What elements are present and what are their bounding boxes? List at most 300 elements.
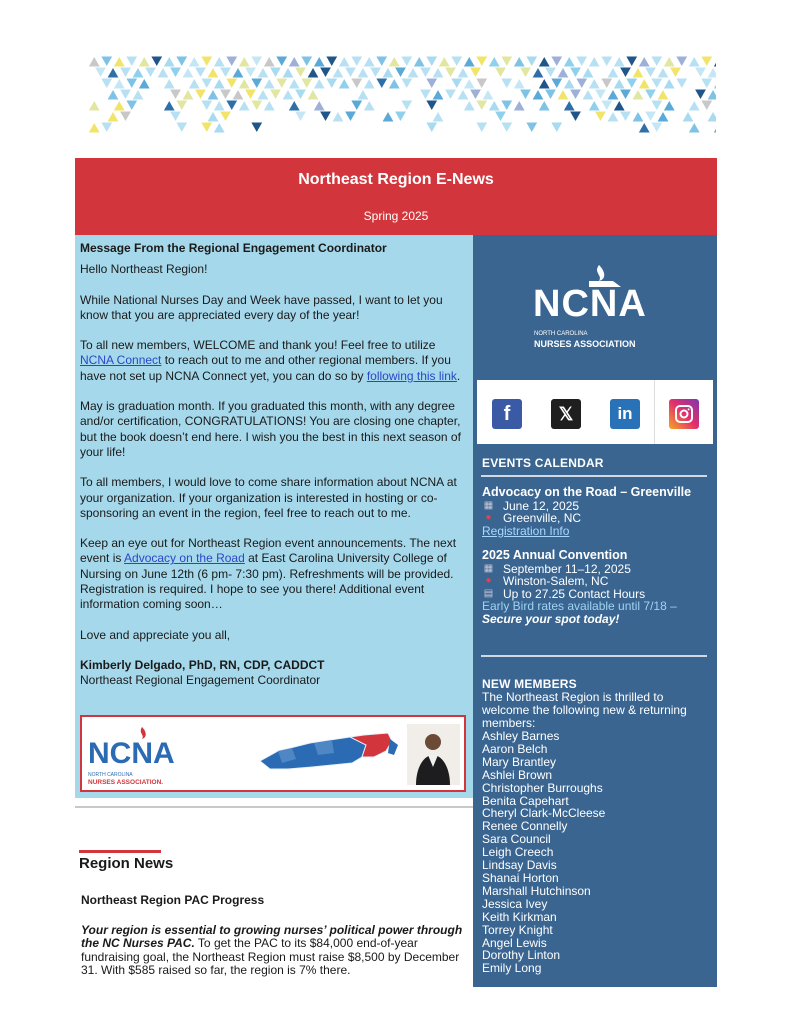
text: . (456, 368, 461, 383)
banner-triangle (626, 56, 639, 67)
banner-triangle (544, 89, 557, 100)
event-hours: Up to 27.25 Contact Hours (503, 586, 646, 601)
ncna-region-ad (80, 715, 466, 792)
banner-triangle (476, 56, 489, 67)
banner-triangle (401, 100, 414, 111)
banner-triangle (551, 56, 564, 67)
sidebar-logo-text: NCNA (533, 283, 647, 325)
banner-triangle (501, 100, 514, 111)
member-name: Ashley Barnes (482, 729, 560, 743)
social-links (477, 380, 713, 444)
banner-triangle (194, 67, 207, 78)
newsletter-title: Northeast Region E-News (298, 171, 494, 188)
pac-emphasis: Your region is essential to growing nurses’ political power through the NC Nurses PAC. (81, 923, 463, 951)
banner-triangle (263, 100, 276, 111)
banner-triangle (151, 56, 164, 67)
banner-triangle (194, 89, 207, 100)
banner-triangle (601, 100, 614, 111)
banner-triangle (469, 67, 482, 78)
pac-title: Northeast Region PAC Progress (81, 893, 265, 907)
message-paragraph-3: May is graduation month. If you graduated this month, with any degree and/or certification, CONGRATULATIONS! You are closing one chapter, but the book doesn’t end here. I wish you the best in this next season of your life! (80, 399, 461, 459)
banner-triangle (713, 122, 716, 133)
banner-triangle (526, 122, 539, 133)
banner-triangle (457, 89, 470, 100)
banner-triangle (238, 100, 251, 111)
member-name: Marshall Hutchinson (482, 883, 591, 898)
banner-triangle (501, 78, 514, 89)
banner-triangle (638, 56, 651, 67)
banner-triangle (707, 89, 716, 100)
new-members-list (482, 730, 712, 975)
banner-triangle (126, 56, 139, 67)
banner-triangle (332, 67, 345, 78)
event-date: June 12, 2025 (503, 498, 580, 513)
member-name: Emily Long (482, 961, 542, 976)
banner-triangle (613, 78, 626, 89)
member-name: Christopher Burroughs (482, 780, 603, 795)
event-title: 2025 Annual Convention (482, 548, 628, 562)
text: To all new members, WELCOME and thank you! Feel free to utilize (80, 338, 436, 353)
banner-triangle (344, 67, 357, 78)
banner-triangle (126, 78, 139, 89)
banner-triangle (326, 78, 339, 89)
banner-triangle (563, 100, 576, 111)
banner-triangle (269, 67, 282, 78)
banner-triangle (382, 111, 395, 122)
banner-triangle (644, 89, 657, 100)
text: at East Carolina University College of Nursing on June 12th (6 pm- 7:30 pm). Refreshments will be provided. Registration is required. I hope to see you there! Additional event information coming soon… (80, 551, 454, 612)
member-name: Keith Kirkman (482, 909, 557, 924)
banner-triangle (432, 111, 445, 122)
banner-triangle (351, 100, 364, 111)
events-rule (481, 475, 707, 477)
banner-triangle (163, 100, 176, 111)
registration-info-link[interactable]: Registration Info (482, 523, 570, 538)
banner-triangle (607, 111, 620, 122)
banner-triangle (219, 67, 232, 78)
event-date: September 11–12, 2025 (503, 561, 631, 576)
banner-triangle (226, 56, 239, 67)
banner-triangle (88, 100, 101, 111)
ad-logo-text (88, 737, 175, 770)
social-separator (654, 380, 655, 444)
banner-triangle (669, 67, 682, 78)
banner-triangle (101, 56, 114, 67)
banner-triangle (501, 122, 514, 133)
banner-triangle (188, 78, 201, 89)
ad-org-line1: NORTH CAROLINA (88, 772, 133, 778)
calendar-icon: ▦ (483, 499, 494, 511)
banner-triangle (713, 78, 716, 89)
banner-triangle (538, 78, 551, 89)
banner-triangle (694, 67, 707, 78)
banner-triangle (394, 111, 407, 122)
message-closing: Love and appreciate you all, (80, 627, 231, 642)
banner-triangle (244, 67, 257, 78)
banner-triangle (263, 56, 276, 67)
banner-triangle (651, 56, 664, 67)
banner-triangle (494, 67, 507, 78)
banner-triangle (251, 56, 264, 67)
banner-triangle (282, 67, 295, 78)
banner-triangle (232, 67, 245, 78)
banner-triangle (588, 78, 601, 89)
banner-triangle (351, 78, 364, 89)
message-paragraph-2 (80, 338, 465, 384)
banner-triangle (382, 67, 395, 78)
banner-triangle (119, 89, 132, 100)
banner-triangle (463, 100, 476, 111)
coordinator-photo (407, 724, 460, 785)
red-accent-line (79, 850, 161, 853)
banner-triangle (569, 111, 582, 122)
banner-triangle (651, 122, 664, 133)
banner-triangle (501, 56, 514, 67)
member-name: Renee Connelly (482, 819, 568, 834)
coordinator-message-panel (75, 235, 473, 798)
banner-triangle (326, 56, 339, 67)
banner-triangle (94, 67, 107, 78)
newsletter-header (75, 158, 717, 235)
banner-triangle (644, 111, 657, 122)
triangle-pattern-banner (88, 56, 716, 136)
banner-triangle (488, 56, 501, 67)
banner-triangle (557, 89, 570, 100)
banner-triangle (469, 89, 482, 100)
banner-triangle (438, 56, 451, 67)
banner-triangle (182, 89, 195, 100)
event-annual-convention (482, 549, 712, 626)
ad-org-line2: NURSES ASSOCIATION. (88, 779, 164, 786)
member-name: Mary Brantley (482, 754, 557, 769)
banner-triangle (351, 56, 364, 67)
banner-triangle (176, 100, 189, 111)
banner-triangle (538, 100, 551, 111)
banner-triangle (207, 67, 220, 78)
banner-triangle (169, 89, 182, 100)
banner-triangle (113, 100, 126, 111)
banner-triangle (313, 78, 326, 89)
members-rule (481, 655, 707, 657)
banner-triangle (426, 56, 439, 67)
banner-triangle (538, 56, 551, 67)
banner-triangle (226, 100, 239, 111)
banner-triangle (426, 100, 439, 111)
banner-triangle (201, 122, 214, 133)
banner-triangle (463, 56, 476, 67)
banner-triangle (644, 67, 657, 78)
banner-triangle (569, 67, 582, 78)
banner-triangle (169, 111, 182, 122)
banner-triangle (126, 100, 139, 111)
banner-triangle (563, 56, 576, 67)
banner-triangle (688, 56, 701, 67)
banner-triangle (394, 67, 407, 78)
banner-triangle (582, 89, 595, 100)
banner-triangle (344, 111, 357, 122)
banner-triangle (619, 111, 632, 122)
flame-icon (597, 265, 604, 281)
banner-triangle (107, 67, 120, 78)
location-pin-icon: ● (485, 512, 492, 524)
banner-triangle (532, 67, 545, 78)
banner-triangle (657, 89, 670, 100)
banner-triangle (276, 78, 289, 89)
pac-text: To get the PAC to its $84,000 end-of-year fundraising goal, the Northeast Region must raise $8,500 by December 31. With $585 raised so far, the region is 7% there. (81, 936, 460, 978)
message-paragraph-1: While National Nurses Day and Week have passed, I want to let you know that you are appreciated every day of the year! (80, 292, 443, 322)
banner-triangle (657, 67, 670, 78)
banner-triangle (638, 122, 651, 133)
banner-triangle (238, 56, 251, 67)
banner-triangle (444, 89, 457, 100)
banner-triangle (526, 56, 539, 67)
banner-triangle (313, 100, 326, 111)
banner-triangle (213, 56, 226, 67)
banner-triangle (213, 100, 226, 111)
instagram-glyph (674, 404, 694, 424)
facebook-icon[interactable]: f (492, 399, 522, 429)
banner-triangle (363, 78, 376, 89)
new-members-heading: NEW MEMBERS (482, 677, 577, 691)
calendar-icon: ▦ (483, 562, 494, 574)
ncna-logo (473, 235, 717, 380)
banner-triangle (582, 67, 595, 78)
banner-triangle (494, 111, 507, 122)
member-name: Torrey Knight (482, 922, 553, 937)
banner-triangle (101, 122, 114, 133)
member-name: Ashlei Brown (482, 767, 553, 782)
advocacy-on-the-road-link[interactable]: Advocacy on the Road (124, 551, 245, 566)
banner-triangle (701, 100, 714, 111)
sidebar (473, 235, 717, 987)
banner-triangle (307, 89, 320, 100)
banner-triangle (188, 56, 201, 67)
event-location: Winston-Salem, NC (503, 574, 609, 589)
banner-triangle (138, 56, 151, 67)
banner-triangle (369, 67, 382, 78)
banner-triangle (676, 78, 689, 89)
member-name: Benita Capehart (482, 793, 569, 808)
banner-triangle (544, 67, 557, 78)
banner-triangle (251, 78, 264, 89)
banner-triangle (713, 56, 716, 67)
banner-triangle (513, 100, 526, 111)
message-paragraph-5 (80, 536, 465, 612)
banner-triangle (113, 78, 126, 89)
banner-triangle (707, 67, 716, 78)
banner-triangle (251, 122, 264, 133)
banner-triangle (513, 78, 526, 89)
banner-triangle (476, 100, 489, 111)
banner-triangle (144, 67, 157, 78)
banner-triangle (157, 67, 170, 78)
banner-triangle (557, 67, 570, 78)
banner-triangle (338, 56, 351, 67)
banner-triangle (338, 78, 351, 89)
nc-map-icon (260, 733, 398, 769)
banner-triangle (594, 111, 607, 122)
banner-triangle (201, 100, 214, 111)
banner-triangle (107, 89, 120, 100)
event-advocacy-greenville (482, 486, 712, 537)
banner-triangle (707, 111, 716, 122)
section-divider (75, 806, 473, 808)
banner-triangle (401, 78, 414, 89)
banner-triangle (263, 78, 276, 89)
instagram-icon[interactable] (669, 399, 699, 429)
member-name: Shanai Horton (482, 870, 559, 885)
message-heading: Message From the Regional Engagement Coordinator (80, 241, 387, 255)
banner-triangle (663, 100, 676, 111)
text: to reach out to me and other regional members. If you have not set up NCNA Connect yet, you can do so by (80, 353, 451, 383)
following-this-link[interactable]: following this link (366, 368, 457, 383)
member-name: Leigh Creech (482, 845, 554, 860)
banner-triangle (688, 100, 701, 111)
banner-triangle (576, 56, 589, 67)
banner-triangle (619, 89, 632, 100)
banner-triangle (451, 78, 464, 89)
banner-triangle (569, 89, 582, 100)
banner-triangle (657, 111, 670, 122)
banner-triangle (332, 111, 345, 122)
banner-triangle (419, 67, 432, 78)
banner-triangle (694, 89, 707, 100)
banner-triangle (176, 122, 189, 133)
banner-triangle (363, 100, 376, 111)
pac-body (81, 924, 466, 978)
banner-triangle (588, 100, 601, 111)
signature-name: Kimberly Delgado, PhD, RN, CDP, CADDCT (80, 657, 325, 672)
banner-triangle (563, 78, 576, 89)
banner-triangle (632, 111, 645, 122)
banner-triangle (488, 100, 501, 111)
banner-triangle (457, 67, 470, 78)
banner-triangle (88, 122, 101, 133)
banner-triangle (282, 89, 295, 100)
signature-title: Northeast Regional Engagement Coordinator (80, 673, 321, 688)
banner-triangle (219, 89, 232, 100)
banner-triangle (201, 78, 214, 89)
banner-triangle (682, 111, 695, 122)
banner-triangle (132, 67, 145, 78)
banner-triangle (426, 78, 439, 89)
banner-triangle (701, 78, 714, 89)
banner-triangle (476, 122, 489, 133)
banner-triangle (613, 100, 626, 111)
banner-triangle (601, 78, 614, 89)
banner-triangle (163, 56, 176, 67)
banner-triangle (601, 56, 614, 67)
new-members-intro: The Northeast Region is thrilled to welcome the following new & returning members: (482, 690, 687, 730)
banner-triangle (288, 100, 301, 111)
banner-triangle (294, 89, 307, 100)
banner-triangle (88, 56, 101, 67)
x-icon[interactable]: 𝕏 (551, 399, 581, 429)
banner-triangle (363, 56, 376, 67)
banner-triangle (432, 89, 445, 100)
banner-triangle (319, 67, 332, 78)
banner-triangle (251, 100, 264, 111)
banner-triangle (269, 89, 282, 100)
banner-triangle (676, 56, 689, 67)
banner-triangle (519, 67, 532, 78)
banner-triangle (301, 56, 314, 67)
banner-triangle (407, 67, 420, 78)
banner-triangle (632, 89, 645, 100)
banner-triangle (238, 78, 251, 89)
banner-triangle (119, 67, 132, 78)
banner-triangle (444, 67, 457, 78)
banner-triangle (176, 56, 189, 67)
banner-triangle (426, 122, 439, 133)
banner-triangle (201, 56, 214, 67)
banner-triangle (219, 111, 232, 122)
banner-triangle (451, 56, 464, 67)
event-title: Advocacy on the Road – Greenville (482, 485, 692, 499)
banner-triangle (376, 78, 389, 89)
message-greeting: Hello Northeast Region! (80, 262, 208, 277)
secure-spot-text: Secure your spot today! (482, 611, 620, 626)
banner-triangle (132, 89, 145, 100)
sidebar-org-line1: NORTH CAROLINA (534, 331, 588, 337)
banner-triangle (688, 122, 701, 133)
banner-triangle (576, 78, 589, 89)
banner-triangle (207, 89, 220, 100)
ncna-connect-link[interactable]: NCNA Connect (80, 353, 162, 368)
banner-triangle (588, 56, 601, 67)
ad-logo-letters: NCNA (88, 737, 175, 770)
banner-triangle (288, 56, 301, 67)
banner-triangle (413, 56, 426, 67)
banner-triangle (482, 89, 495, 100)
banner-triangle (513, 56, 526, 67)
banner-triangle (357, 67, 370, 78)
banner-triangle (532, 89, 545, 100)
newsletter-subtitle: Spring 2025 (363, 209, 429, 223)
banner-triangle (401, 56, 414, 67)
member-name: Angel Lewis (482, 935, 547, 950)
banner-triangle (207, 111, 220, 122)
banner-triangle (476, 78, 489, 89)
document-icon: ▤ (483, 587, 494, 599)
early-bird-text: Early Bird rates available until 7/18 – (482, 599, 677, 614)
banner-triangle (213, 122, 226, 133)
linkedin-icon[interactable]: in (610, 399, 640, 429)
banner-triangle (319, 111, 332, 122)
banner-triangle (232, 89, 245, 100)
banner-triangle (701, 56, 714, 67)
banner-triangle (419, 89, 432, 100)
banner-triangle (607, 89, 620, 100)
message-paragraph-4: To all members, I would love to come share information about NCNA at your organization. If your organization is interested in hosting or co-sponsoring an event in the region, feel free to reach out to me. (80, 475, 457, 520)
banner-triangle (619, 67, 632, 78)
banner-triangle (594, 89, 607, 100)
member-name: Dorothy Linton (482, 948, 561, 963)
banner-triangle (551, 78, 564, 89)
banner-triangle (313, 56, 326, 67)
banner-triangle (651, 100, 664, 111)
banner-triangle (632, 67, 645, 78)
banner-triangle (388, 78, 401, 89)
banner-triangle (294, 111, 307, 122)
banner-triangle (107, 111, 120, 122)
banner-triangle (301, 78, 314, 89)
banner-triangle (663, 56, 676, 67)
banner-triangle (169, 67, 182, 78)
banner-triangle (119, 111, 132, 122)
banner-triangle (376, 56, 389, 67)
member-name: Aaron Belch (482, 741, 548, 756)
